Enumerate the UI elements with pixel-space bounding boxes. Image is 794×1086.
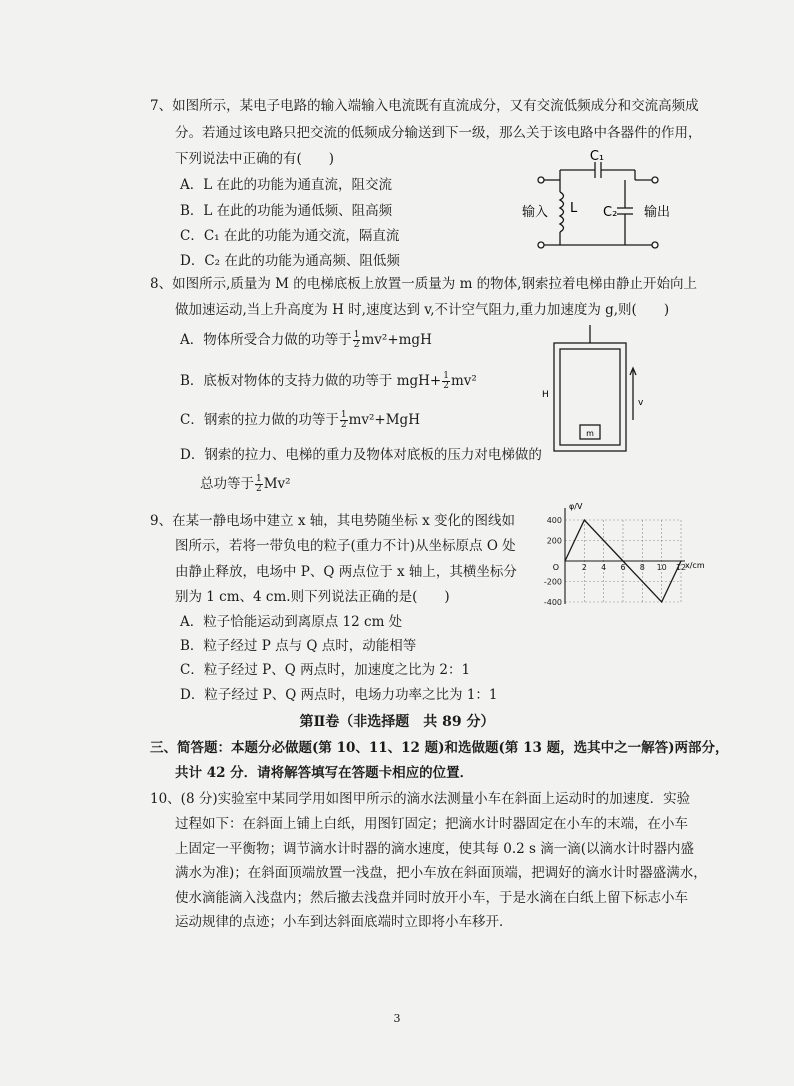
q10-stem-line: 10、(8 分)实验室中某同学用如图甲所示的滴水法测量小车在斜面上运动时的加速度．实验 — [150, 791, 691, 807]
y-tick-label: -200 — [543, 577, 562, 587]
section3-instruction-line: 三、简答题：本题分必做题(第 10、11、12 题)和选做题(第 13 题，选其中之一解答)两部分， — [150, 740, 729, 756]
q7-option-a: A．L 在此的功能为通直流，阻交流 — [180, 177, 393, 193]
q8-option-c: C．钢索的拉力做的功等于 $\frac{1}{2}$ mv²+MgH — [180, 410, 420, 430]
x-tick-label: 12 — [675, 563, 687, 572]
q7-option-b: B．L 在此的功能为通低频、阻高频 — [180, 203, 393, 219]
q8-option-b: B．底板对物体的支持力做的功等于 mgH+ $\frac{1}{2}$ mv² — [180, 371, 477, 391]
q7-stem-line: 分。若通过该电路只把交流的低频成分输送到下一级，那么关于该电路中各器件的作用， — [175, 125, 702, 141]
q7-circuit-diagram — [515, 150, 680, 260]
q9-option-a: A．粒子恰能运动到离原点 12 cm 处 — [180, 614, 403, 630]
q10-stem-line: 运动规律的点迹；小车到达斜面底端时立即将小车移开． — [175, 914, 513, 930]
y-tick-label: 200 — [546, 536, 562, 546]
x-tick-label: 6 — [620, 563, 626, 572]
l-label: L — [570, 201, 578, 216]
q7-option-d: D．C₂ 在此的功能为通高频、阻低频 — [180, 253, 400, 269]
v-label: v — [638, 398, 644, 408]
potential-chart — [535, 500, 710, 608]
x-tick-label: 8 — [639, 563, 645, 572]
part2-heading: 第Ⅱ卷（非选择题 共 89 分） — [299, 714, 495, 730]
q9-stem-line: 图所示，若将一带负电的粒子(重力不计)从坐标原点 O 处 — [175, 538, 516, 554]
x-tick-label: 4 — [601, 563, 607, 572]
q8-elevator-diagram — [530, 325, 650, 460]
q8-stem-line: 8、如图所示,质量为 M 的电梯底板上放置一质量为 m 的物体,钢索拉着电梯由静止开始向上 — [150, 276, 697, 292]
q10-stem-line: 使水滴能滴入浅盘内；然后撤去浅盘并同时放开小车，于是水滴在白纸上留下标志小车 — [175, 890, 688, 906]
q10-stem-line: 满水为准)；在斜面顶端放置一浅盘，把小车放在斜面顶端，把调好的滴水计时器盛满水， — [175, 865, 707, 881]
q9-stem-line: 别为 1 cm、4 cm.则下列说法正确的是( ) — [175, 589, 450, 605]
output-label: 输出 — [643, 205, 671, 220]
q8-option-d: D．钢索的拉力、电梯的重力及物体对底板的压力对电梯做的 — [180, 447, 542, 463]
q9-option-c: C．粒子经过 P、Q 两点时，加速度之比为 2：1 — [180, 662, 471, 678]
input-label: 输入 — [521, 205, 549, 220]
q9-stem-line: 9、在某一静电场中建立 x 轴，其电势随坐标 x 变化的图线如 — [150, 513, 515, 529]
q7-stem-line: 下列说法中正确的有( ) — [175, 151, 335, 167]
q9-option-d: D．粒子经过 P、Q 两点时，电场力功率之比为 1：1 — [180, 687, 498, 703]
q10-stem-line: 过程如下：在斜面上铺上白纸，用图钉固定；把滴水计时器固定在小车的末端，在小车 — [175, 816, 688, 832]
c2-label: C₂ — [603, 205, 618, 220]
x-tick-label: 10 — [656, 563, 667, 572]
q8-option-d-cont: 总功等于 $\frac{1}{2}$ Mv² — [200, 474, 291, 494]
origin-label: O — [552, 563, 559, 572]
section3-instruction-line: 共计 42 分．请将解答填写在答题卡相应的位置． — [175, 765, 474, 781]
q8-stem-line: 做加速运动,当上升高度为 H 时,速度达到 v,不计空气阻力,重力加速度为 g,则( ) — [175, 302, 670, 318]
q7-option-c: C．C₁ 在此的功能为通交流，隔直流 — [180, 228, 400, 244]
q8-option-a: A．物体所受合力做的功等于 $\frac{1}{2}$ mv²+mgH — [180, 330, 432, 350]
y-axis-label: φ/V — [569, 502, 583, 511]
y-tick-label: -400 — [543, 598, 562, 607]
q9-stem-line: 由静止释放，电场中 P、Q 两点位于 x 轴上，其横坐标分 — [175, 564, 517, 580]
h-label: H — [542, 390, 549, 400]
y-tick-label: 400 — [546, 516, 562, 525]
q7-stem-line: 7、如图所示，某电子电路的输入端输入电流既有直流成分，又有交流低频成分和交流高频成 — [150, 98, 699, 114]
page-number: 3 — [393, 1012, 401, 1025]
x-tick-label: 2 — [581, 563, 587, 572]
c1-label: C₁ — [589, 150, 605, 164]
x-axis-label: x/cm — [685, 561, 705, 570]
mass-label: m — [586, 429, 594, 438]
q9-option-b: B．粒子经过 P 点与 Q 点时，动能相等 — [180, 638, 417, 654]
q10-stem-line: 上固定一平衡物；调节滴水计时器的滴水速度，使其每 0.2 s 滴一滴(以滴水计时器内盛 — [175, 841, 695, 857]
